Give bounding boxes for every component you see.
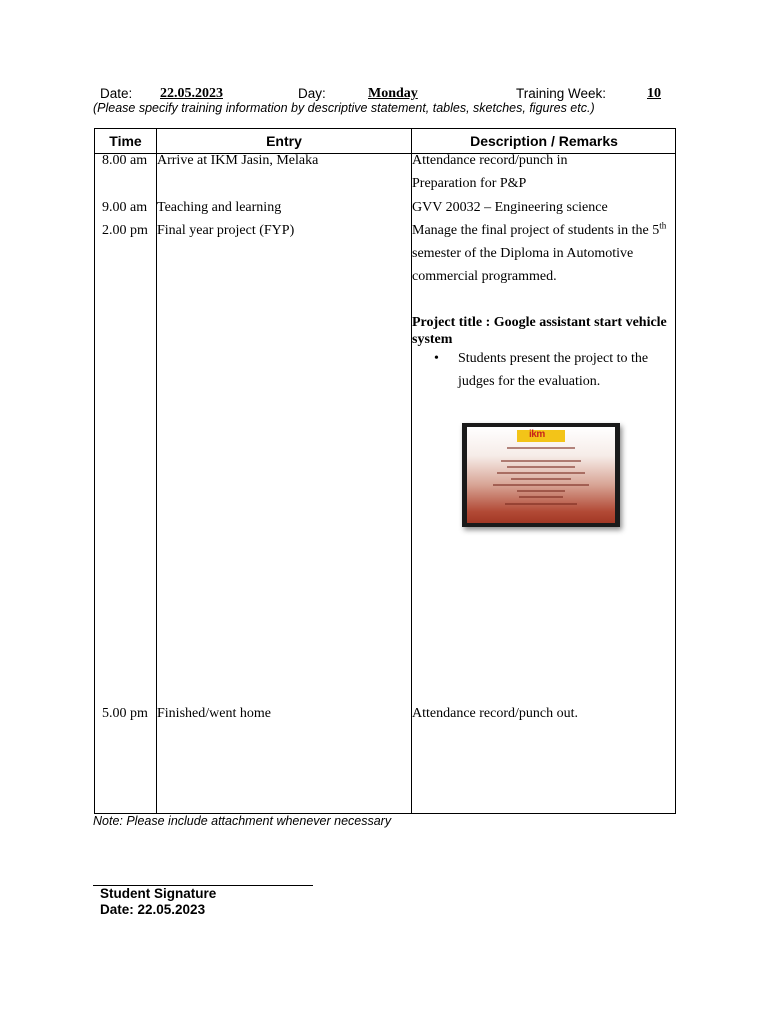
row-remark: Attendance record/punch out.	[412, 706, 578, 721]
row-entry: Finished/went home	[157, 706, 271, 721]
bullet-dot: •	[434, 351, 439, 366]
week-label: Training Week:	[516, 86, 607, 101]
slide-text-line	[497, 472, 585, 474]
row-remark: Preparation for P&P	[412, 176, 527, 191]
row-remark: Attendance record/punch in	[412, 153, 568, 168]
project-title: Project title : Google assistant start vehicle system	[412, 315, 667, 347]
row-time: 5.00 pm	[102, 706, 148, 721]
slide-text-line	[511, 478, 571, 480]
project-slide-image	[462, 423, 620, 527]
bullet-text: judges for the evaluation.	[458, 374, 601, 389]
remark-text: Manage the final project of students in the 5	[412, 223, 660, 238]
row-remark	[412, 219, 666, 242]
row-time: 2.00 pm	[102, 223, 148, 238]
date-label: Date:	[100, 86, 133, 101]
row-remark: semester of the Diploma in Automotive	[412, 246, 634, 261]
slide-text-line	[501, 460, 581, 462]
slide-text-line	[493, 484, 589, 486]
row-time: 9.00 am	[102, 200, 148, 215]
attachment-note: Note: Please include attachment whenever necessary	[93, 814, 392, 828]
row-time: 8.00 am	[102, 153, 148, 168]
row-entry: Arrive at IKM Jasin, Melaka	[157, 153, 319, 168]
slide-text-line	[519, 496, 563, 498]
superscript-th: th	[659, 220, 667, 231]
bullet-text: Students present the project to the	[458, 351, 649, 366]
day-value: Monday	[368, 86, 418, 101]
slide-text-line	[505, 503, 577, 505]
column-header-entry: Entry	[266, 133, 302, 149]
signature-date: Date: 22.05.2023	[100, 902, 206, 917]
day-label: Day:	[298, 86, 326, 101]
column-header-remarks: Description / Remarks	[470, 133, 618, 149]
slide-text-line	[507, 447, 575, 449]
row-remark: GVV 20032 – Engineering science	[412, 200, 608, 215]
slide-content	[467, 427, 615, 523]
row-remark: commercial programmed.	[412, 269, 557, 284]
signature-label: Student Signature	[100, 886, 217, 901]
ikm-logo-text: ikm	[529, 429, 545, 440]
row-entry: Final year project (FYP)	[157, 223, 295, 238]
column-header-time: Time	[109, 133, 142, 149]
slide-text-line	[517, 490, 565, 492]
date-value: 22.05.2023	[160, 86, 223, 101]
week-value: 10	[647, 86, 661, 101]
row-entry: Teaching and learning	[157, 200, 282, 215]
instruction-text: (Please specify training information by descriptive statement, tables, sketches, figures etc.)	[93, 101, 595, 115]
slide-text-line	[507, 466, 575, 468]
